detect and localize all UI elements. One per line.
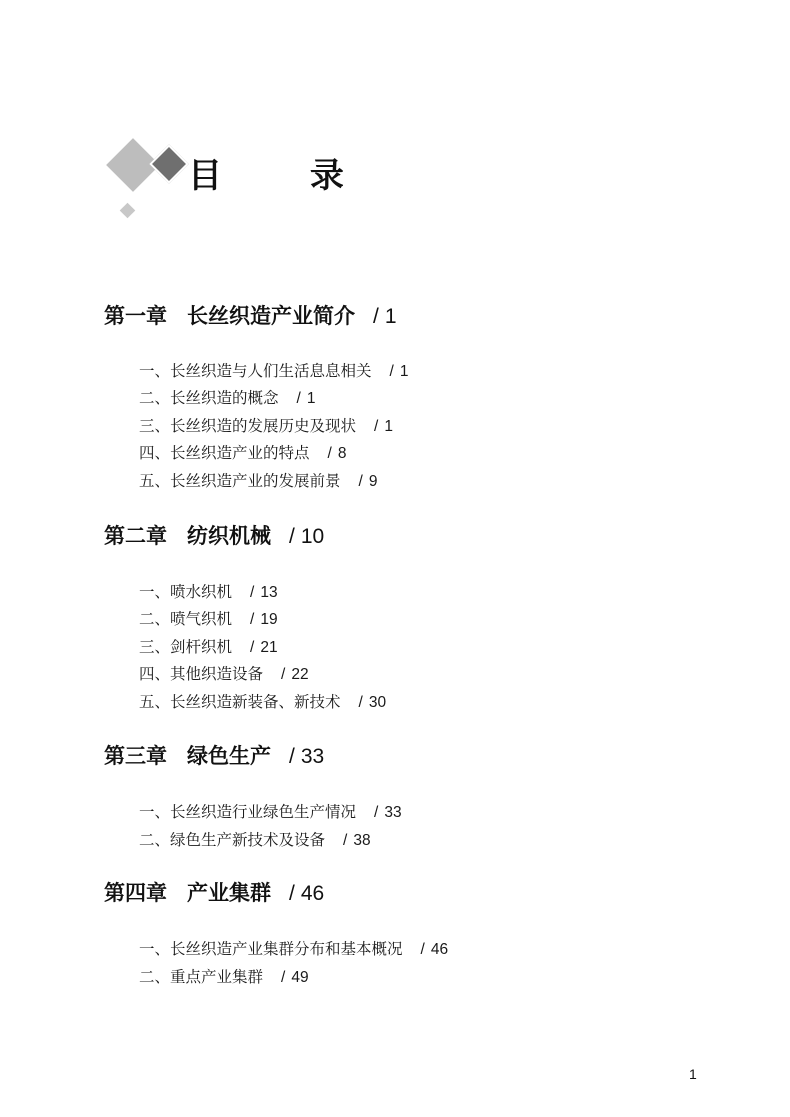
chapter-3-heading[interactable]: 第三章 绿色生产 / 33 bbox=[104, 743, 325, 768]
toc-entry[interactable]: 四、长丝织造产业的特点 / 8 bbox=[139, 444, 347, 462]
toc-entry[interactable]: 五、长丝织造新装备、新技术 / 30 bbox=[139, 693, 387, 711]
chapter-page: 46 bbox=[300, 882, 325, 905]
toc-entry[interactable]: 二、重点产业集群 / 49 bbox=[139, 968, 309, 986]
chapter-title: 产业集群 bbox=[187, 880, 271, 905]
toc-entry[interactable]: 二、绿色生产新技术及设备 / 38 bbox=[139, 831, 371, 849]
toc-entry[interactable]: 三、剑杆织机 / 21 bbox=[139, 638, 278, 656]
toc-entry[interactable]: 五、长丝织造产业的发展前景 / 9 bbox=[139, 472, 378, 490]
chapter-page: 33 bbox=[300, 745, 325, 768]
chapter-number: 第二章 bbox=[104, 523, 167, 548]
small-diamond-icon bbox=[120, 203, 136, 219]
chapter-4-heading[interactable]: 第四章 产业集群 / 46 bbox=[104, 880, 325, 905]
toc-entry[interactable]: 一、喷水织机 / 13 bbox=[139, 583, 278, 601]
chapter-title: 长丝织造产业简介 bbox=[187, 303, 355, 328]
dark-diamond-icon bbox=[149, 144, 189, 184]
page-number: 1 bbox=[689, 1066, 697, 1082]
toc-entry[interactable]: 四、其他织造设备 / 22 bbox=[139, 665, 309, 683]
toc-entry[interactable]: 一、长丝织造与人们生活息息相关 / 1 bbox=[139, 362, 409, 380]
toc-header bbox=[100, 132, 400, 232]
toc-entry[interactable]: 二、长丝织造的概念 / 1 bbox=[139, 389, 316, 407]
toc-entry[interactable]: 二、喷气织机 / 19 bbox=[139, 610, 278, 628]
toc-entry[interactable]: 一、长丝织造行业绿色生产情况 / 33 bbox=[139, 803, 402, 821]
toc-entry[interactable]: 三、长丝织造的发展历史及现状 / 1 bbox=[139, 417, 393, 435]
chapter-page: 1 bbox=[384, 305, 397, 328]
chapter-title: 纺织机械 bbox=[187, 523, 271, 548]
chapter-number: 第三章 bbox=[104, 743, 167, 768]
chapter-title: 绿色生产 bbox=[187, 743, 271, 768]
toc-entry[interactable]: 一、长丝织造产业集群分布和基本概况 / 46 bbox=[139, 940, 449, 958]
chapter-number: 第四章 bbox=[104, 880, 167, 905]
chapter-2-heading[interactable]: 第二章 纺织机械 / 10 bbox=[104, 523, 325, 548]
chapter-1-heading[interactable]: 第一章 长丝织造产业简介 / 1 bbox=[104, 303, 397, 328]
toc-title: 目 录 bbox=[188, 156, 382, 196]
chapter-page: 10 bbox=[300, 525, 325, 548]
chapter-number: 第一章 bbox=[104, 303, 167, 328]
